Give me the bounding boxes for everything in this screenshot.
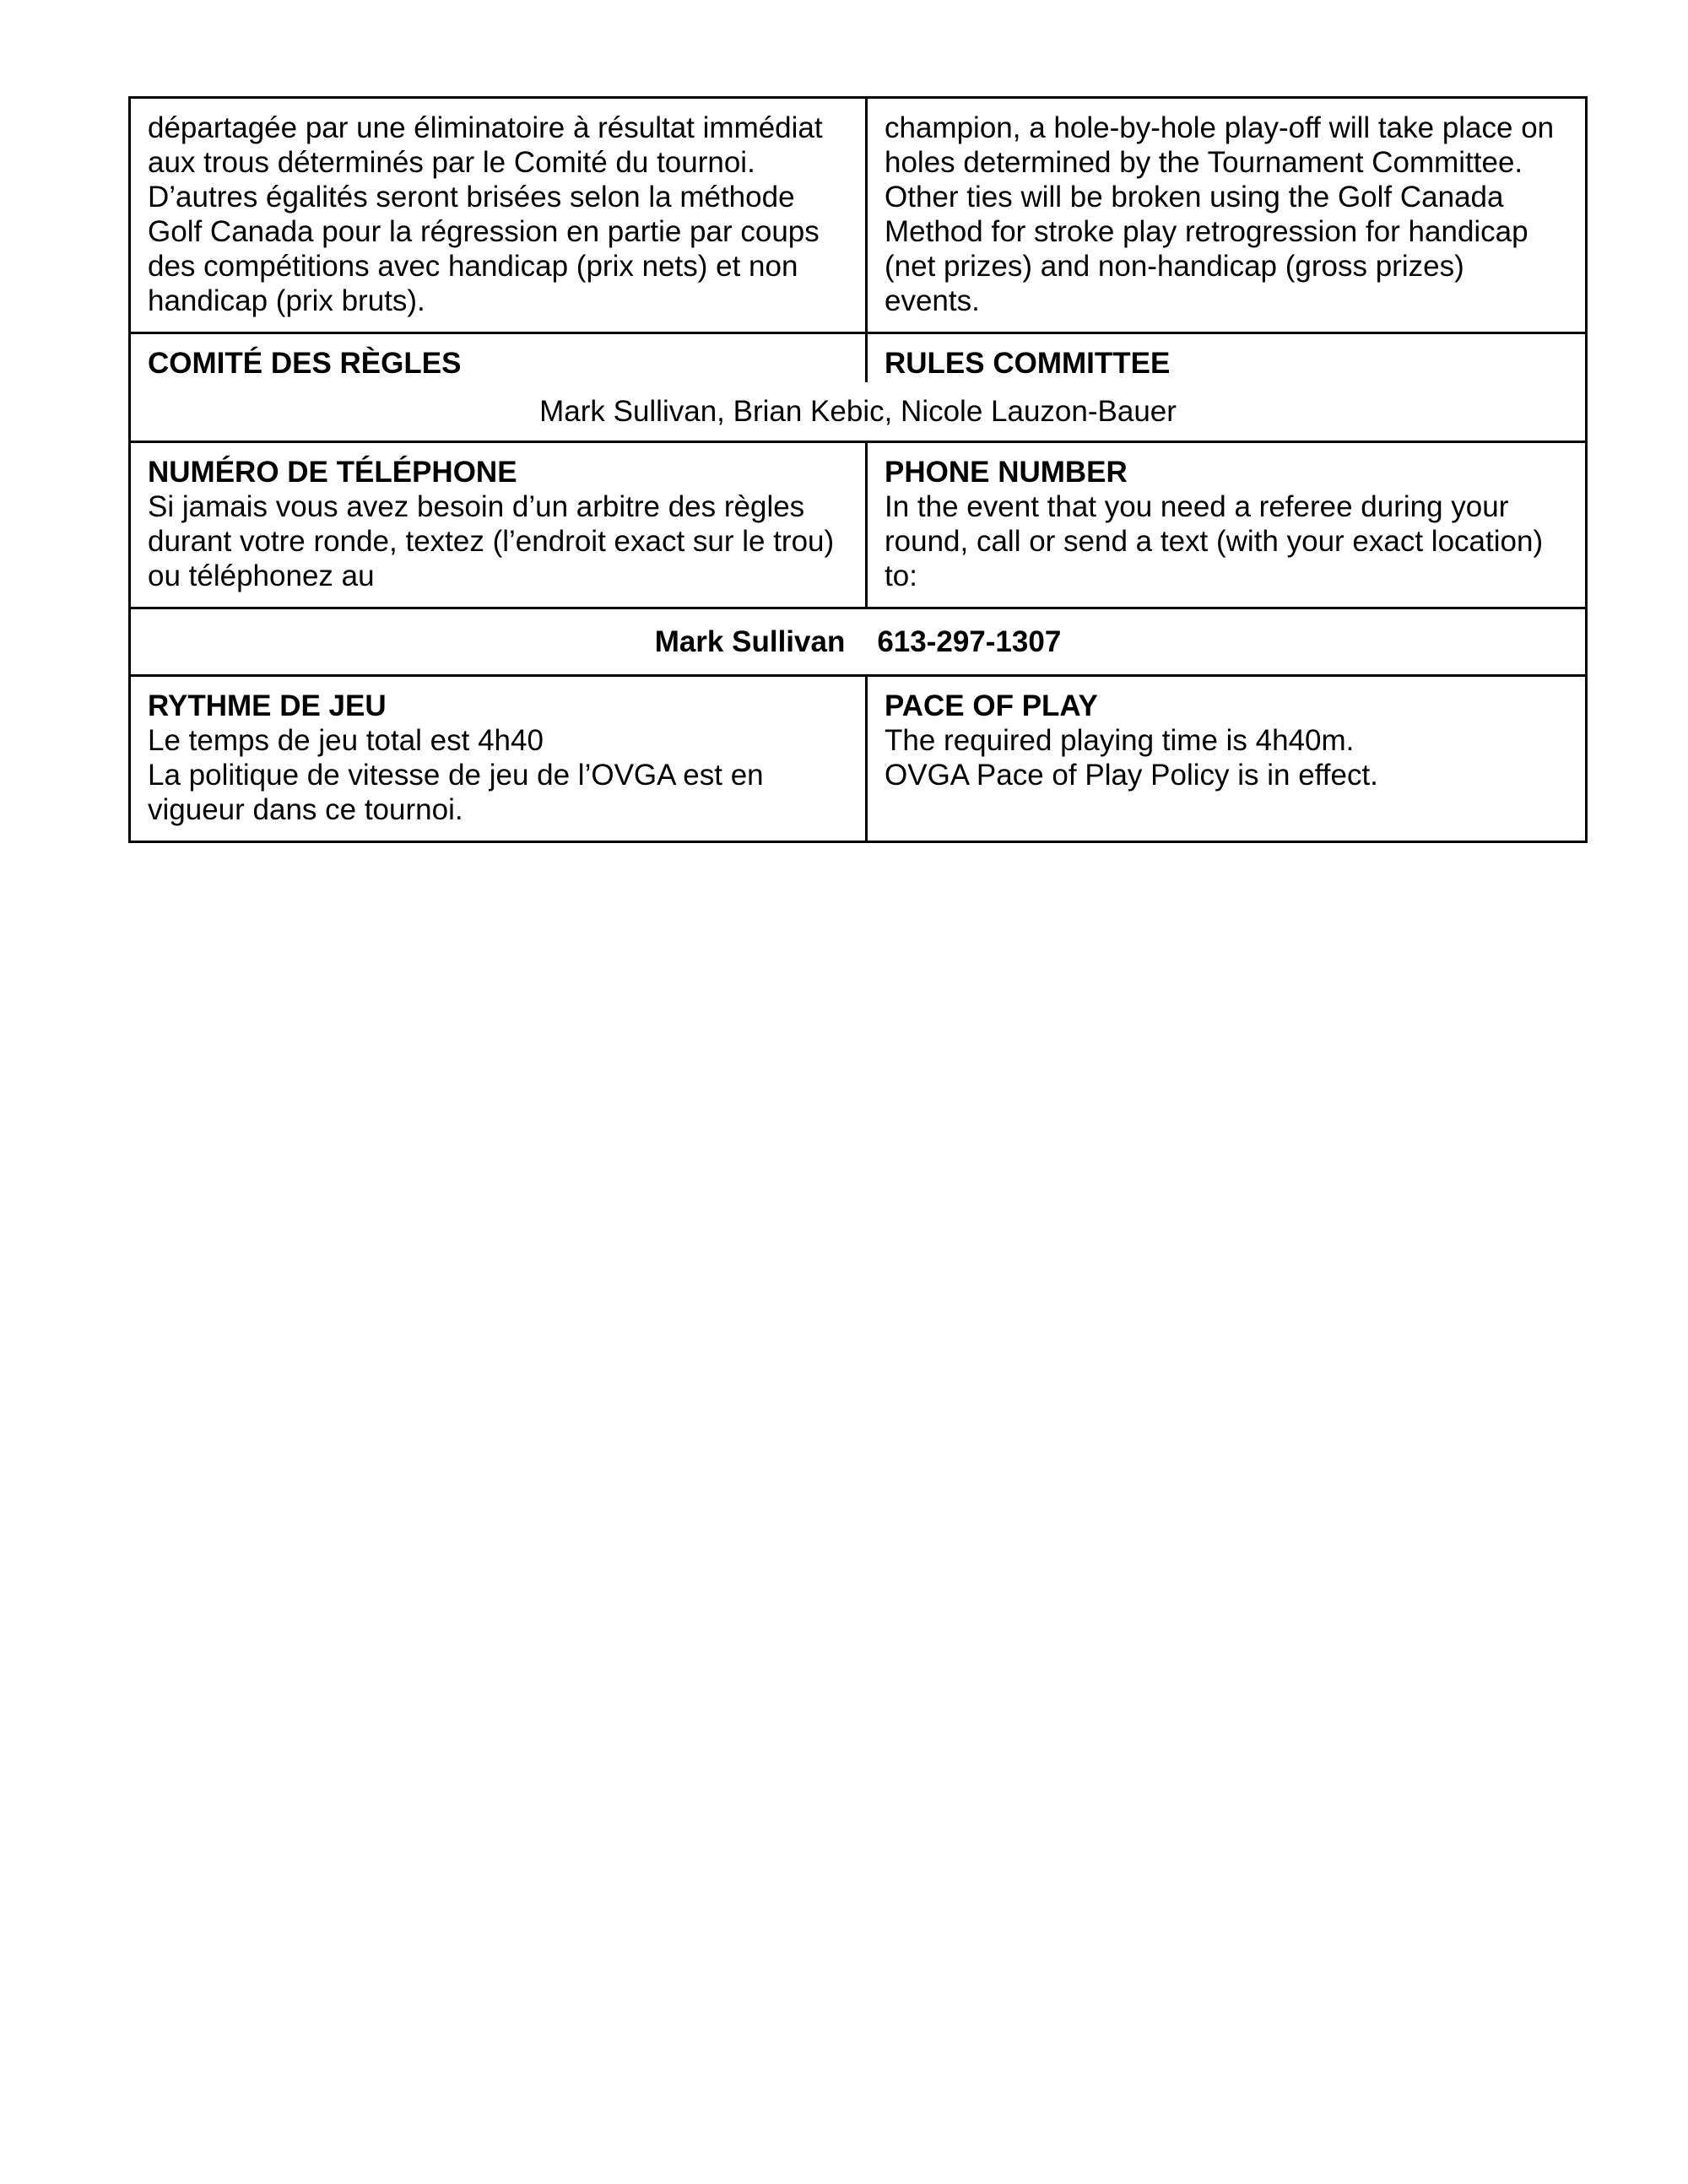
rules-committee-members: Mark Sullivan, Brian Kebic, Nicole Lauzon-Bauer <box>539 395 1177 428</box>
tiebreak-en-line: Other ties will be broken using the Golf Canada <box>885 181 1504 214</box>
rules-committee-french-cell <box>131 334 868 382</box>
tiebreak-fr-line: départagée par une éliminatoire à résultat immédiat <box>148 111 823 144</box>
rules-committee-block <box>131 332 1585 441</box>
phone-fr-line: ou téléphonez au <box>148 560 375 592</box>
pace-fr-line: Le temps de jeu total est 4h40 <box>148 724 544 757</box>
rules-committee-heading-fr: COMITÉ DES RÈGLES <box>148 347 462 380</box>
contact-name: Mark Sullivan <box>654 625 846 658</box>
phone-english-cell <box>868 443 1585 607</box>
phone-en-line: to: <box>885 560 917 592</box>
pace-french-cell <box>131 677 868 841</box>
tiebreak-en-line: holes determined by the Tournament Committee. <box>885 146 1523 179</box>
tiebreak-en-line: champion, a hole-by-hole play-off will take place on <box>885 111 1555 144</box>
contact-phone-number: 613-297-1307 <box>877 625 1062 658</box>
pace-en-line: The required playing time is 4h40m. <box>885 724 1355 757</box>
tiebreak-fr-line: des compétitions avec handicap (prix nets) et non <box>148 250 798 283</box>
pace-heading-en: PACE OF PLAY <box>885 689 1098 722</box>
rules-table <box>128 96 1588 843</box>
phone-en-line: round, call or send a text (with your exact location) <box>885 525 1544 558</box>
tiebreak-fr-line: D’autres égalités seront brisées selon la méthode <box>148 181 795 214</box>
phone-french-cell <box>131 443 868 607</box>
pace-fr-line: La politique de vitesse de jeu de l’OVGA est en <box>148 759 764 792</box>
pace-english-cell <box>868 677 1585 841</box>
tiebreak-en-line: Method for stroke play retrogression for handicap <box>885 215 1528 248</box>
phone-heading-en: PHONE NUMBER <box>885 456 1128 489</box>
contact-line <box>131 609 1585 674</box>
tiebreak-row <box>131 99 1585 332</box>
phone-row <box>131 441 1585 607</box>
tiebreak-english-cell <box>868 99 1585 332</box>
pace-fr-line: vigueur dans ce tournoi. <box>148 793 463 826</box>
tiebreak-fr-line: aux trous déterminés par le Comité du tournoi. <box>148 146 755 179</box>
phone-heading-fr: NUMÉRO DE TÉLÉPHONE <box>148 456 517 489</box>
tiebreak-fr-line: Golf Canada pour la régression en partie par coups <box>148 215 820 248</box>
tiebreak-french-cell <box>131 99 868 332</box>
rules-committee-heading-en: RULES COMMITTEE <box>885 347 1171 380</box>
rules-committee-headings <box>131 334 1585 382</box>
tiebreak-en-line: (net prizes) and non-handicap (gross prizes) <box>885 250 1464 283</box>
pace-row <box>131 674 1585 841</box>
tiebreak-en-line: events. <box>885 284 980 317</box>
rules-committee-english-cell <box>868 334 1585 382</box>
phone-fr-line: Si jamais vous avez besoin d’un arbitre des règles <box>148 490 805 523</box>
tiebreak-fr-line: handicap (prix bruts). <box>148 284 425 317</box>
phone-fr-line: durant votre ronde, textez (l’endroit exact sur le trou) <box>148 525 835 558</box>
pace-heading-fr: RYTHME DE JEU <box>148 689 387 722</box>
pace-en-line: OVGA Pace of Play Policy is in effect. <box>885 759 1378 792</box>
phone-en-line: In the event that you need a referee during your <box>885 490 1509 523</box>
contact-row <box>131 607 1585 674</box>
